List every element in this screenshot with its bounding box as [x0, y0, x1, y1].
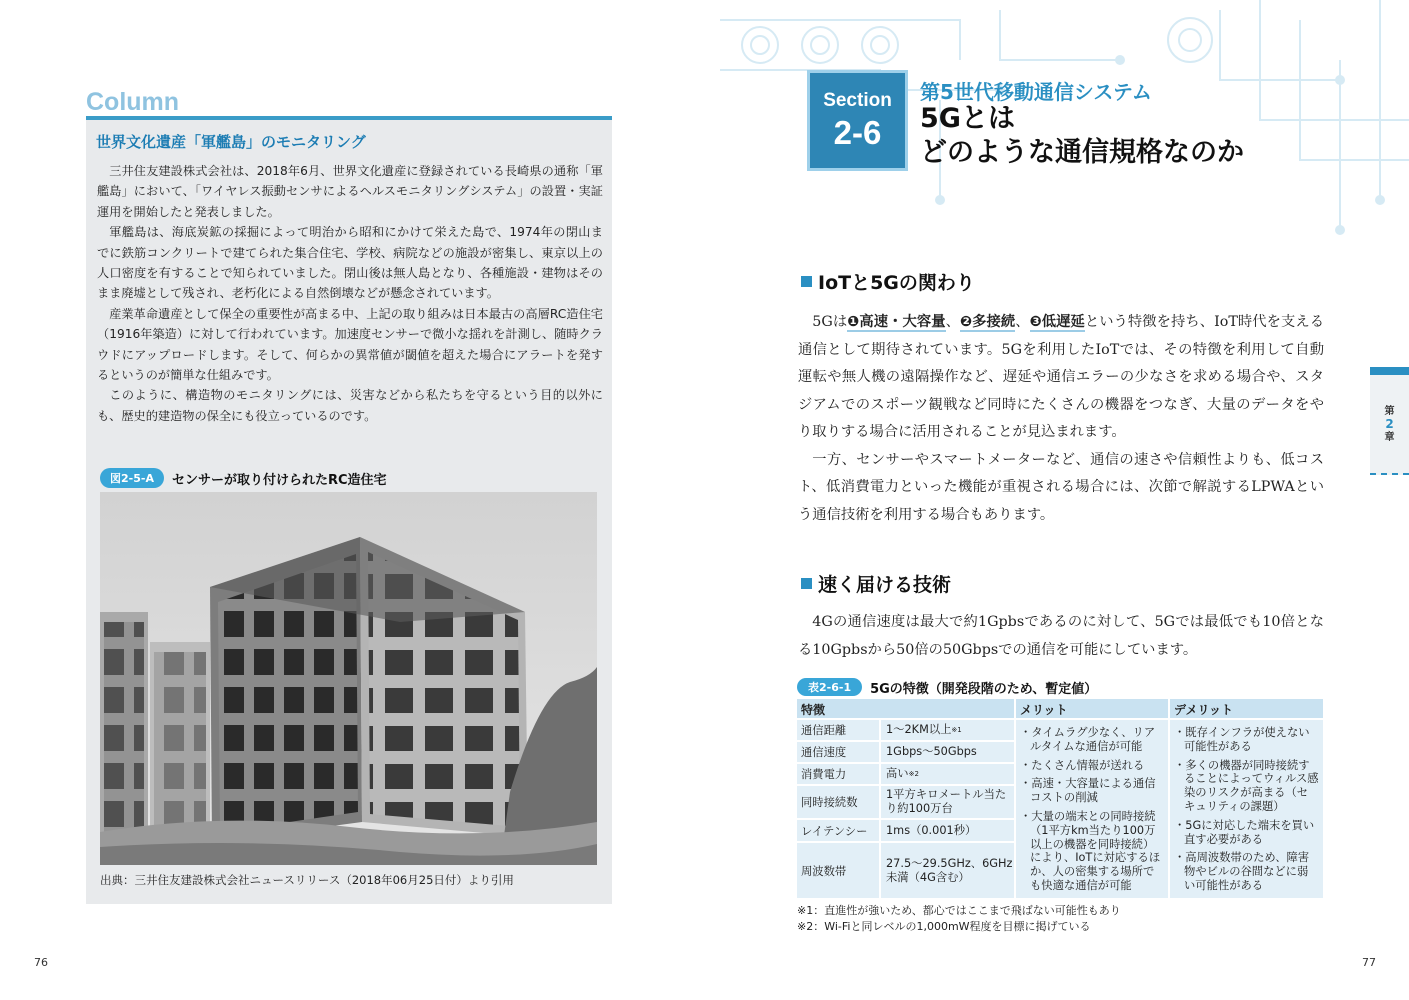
demerit-item: ・5Gに対応した端末を買い直す必要がある [1174, 818, 1315, 846]
footnote-mark: ※1 [951, 726, 962, 734]
table-row-value [881, 764, 1014, 784]
table-row-label: 同時接続数 [797, 786, 879, 818]
section-subtitle: 第5世代移動通信システム [920, 80, 1152, 104]
text-span: という特徴を持ち、IoT時代を支える通信として期待されています。5Gを利用したIoTでは、その特徴を利用して自動運転や無人機の遠隔操作など、遅延や通信エラーの少なさを求める場合や、スタジアムでのスポーツ観戦など同時にたくさんの機器をつなぎ、大量のデータをやり取りする場合に活用されることが見込まれます。 [798, 314, 1325, 440]
section-badge [807, 70, 908, 171]
table-row-value: 1平方キロメートル当たり約100万台 [881, 786, 1014, 818]
table-tag: 表2-6-1 [797, 678, 862, 696]
table-row-label: 周波数帯 [797, 843, 879, 898]
table-row-value: 1ms（0.001秒） [881, 820, 1014, 841]
table-notes [797, 903, 1121, 935]
column-rule [86, 116, 612, 120]
table-row-value: 27.5～29.5GHz、6GHz未満（4G含む） [881, 843, 1014, 898]
heading-square-icon [801, 276, 812, 287]
body-paragraph: 4Gの通信速度は最大で約1Gpbsであるのに対して、5Gでは最低でも10倍となる10Gpbsから50倍の50Gbpsでの通信を可能にしています。 [798, 614, 1324, 658]
body-paragraph [798, 309, 1324, 447]
section-word: Section [823, 89, 892, 111]
demerits-cell [1170, 720, 1323, 898]
chapter-tab [1370, 367, 1409, 475]
chapter-tab-top: 第 [1384, 406, 1395, 417]
heading-text: 速く届ける技術 [818, 574, 952, 596]
column-heading: 世界文化遺産「軍艦島」のモニタリング [96, 133, 366, 151]
table-caption: 5Gの特徴（開発段階のため、暫定値） [870, 681, 1098, 697]
footnote-mark: ※2 [908, 770, 919, 778]
chapter-tab-bottom: 章 [1384, 432, 1395, 443]
column-title: Column [86, 88, 180, 116]
column-paragraph: 軍艦島は、海底炭鉱の採掘によって明治から昭和にかけて栄えた島で、1974年の閉山までに鉄筋コンクリートで建てられた集合住宅、学校、病院などの施設が密集し、東京以上の人口密度を有することで知られていました。閉山後は無人島となり、各種施設・建物はそのまま廃墟として残され、老朽化による自然倒壊などが懸念されています。 [97, 225, 603, 301]
highlight-connections: ❷多接続 [959, 314, 1016, 330]
table-header: 特徴 [797, 699, 1014, 718]
demerit-item: ・多くの機器が同時接続することによってウィルス感染のリスクが高まる（セキュリティの課題） [1174, 758, 1319, 813]
highlight-speed: ❶高速・大容量 [847, 314, 946, 330]
table-row-value: 1Gbps～50Gbps [881, 742, 1014, 762]
demerit-item: ・既存インフラが使えない可能性がある [1174, 726, 1310, 753]
column-body [97, 161, 603, 426]
heading-fast-delivery [801, 570, 951, 597]
value-text: 1～2KM以上 [886, 723, 952, 736]
table-header: デメリット [1170, 699, 1323, 718]
table-note: ※2：Wi-Fiと同レベルの1,000mW程度を目標に掲げている [797, 920, 1091, 933]
column-paragraph: このように、構造物のモニタリングには、災害などから私たちを守るという目的以外にも、歴史的建造物の保全にも役立っているのです。 [97, 388, 603, 423]
value-text: 高い [886, 767, 909, 780]
features-table [797, 699, 1323, 898]
table-row-label: レイテンシー [797, 820, 879, 841]
heading-square-icon [801, 578, 812, 589]
column-paragraph: 産業革命遺産として保全の重要性が高まる中、上記の取り組みは日本最古の高層RC造住宅（1916年築造）に対して行われています。加速度センサーで微小な揺れを計測し、随時クラウドにアップロードします。そして、何らかの異常値が閾値を超えた場合にアラートを発するというのが簡単な仕組みです。 [97, 306, 603, 383]
text-span: 5Gは [812, 314, 848, 330]
photo-source: 出典：三井住友建設株式会社ニュースリリース（2018年06月25日付）より引用 [100, 873, 514, 887]
table-label [797, 678, 1097, 696]
body-paragraph: 一方、センサーやスマートメーターなど、通信の速さや信頼性よりも、低コスト、低消費電力といった機能が重視される場合には、次節で解説するLPWAという通信技術を利用する場合もあります。 [798, 451, 1324, 523]
table-row-label: 消費電力 [797, 764, 879, 784]
page-number-left: 76 [34, 956, 48, 969]
merit-item: ・大量の端末との同時接続（1平方km当たり100万以上の機器を同時接続）により、IoTに対応するほか、人の密集する場所でも快適な通信が可能 [1020, 809, 1161, 892]
heading-iot-5g [801, 268, 975, 295]
chapter-tab-number: 2 [1385, 417, 1394, 431]
heading-text: IoTと5Gの関わり [818, 272, 975, 294]
body-section-1 [798, 309, 1324, 529]
text-span: 、 [1015, 314, 1030, 330]
text-span: 、 [945, 314, 960, 330]
merit-item: ・タイムラグ少なく、リアルタイムな通信が可能 [1020, 726, 1156, 753]
table-row-label: 通信距離 [797, 720, 879, 740]
body-section-2 [798, 609, 1324, 664]
building-photo [100, 492, 597, 865]
table-note: ※1：直進性が強いため、都心ではここまで飛ばない可能性もあり [797, 904, 1121, 917]
column-paragraph: 三井住友建設株式会社は、2018年6月、世界文化遺産に登録されている長崎県の通称「軍艦島」において、「ワイヤレス振動センサによるヘルスモニタリングシステム」の設置・実証運用を開始したと発表しました。 [97, 164, 603, 219]
demerit-item: ・高周波数帯のため、障害物やビルの谷間などに弱い可能性がある [1174, 851, 1310, 892]
merit-item: ・たくさん情報が送れる [1020, 758, 1145, 772]
figure-label [100, 468, 387, 488]
table-header: メリット [1016, 699, 1168, 718]
section-number: 2-6 [833, 113, 882, 151]
merits-cell [1016, 720, 1168, 898]
figure-tag: 図2-5-A [100, 468, 164, 488]
table-row-label: 通信速度 [797, 742, 879, 762]
highlight-latency: ❸低遅延 [1029, 314, 1085, 330]
figure-caption: センサーが取り付けられたRC造住宅 [171, 472, 387, 488]
section-title [920, 102, 1244, 170]
section-title-line1: 5Gとは [920, 103, 1015, 134]
table-row-value [881, 720, 1014, 740]
merit-item: ・高速・大容量による通信コストの削減 [1020, 777, 1156, 805]
page-number-right: 77 [1362, 956, 1376, 969]
section-title-line2: どのような通信規格なのか [920, 137, 1244, 168]
building-photo-illustration [100, 492, 597, 865]
